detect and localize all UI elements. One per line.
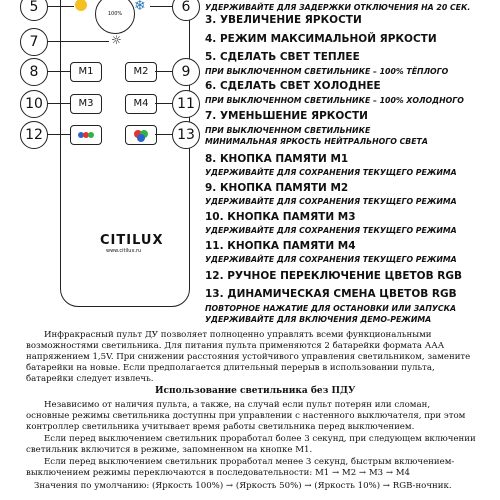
item-6: ПРИ ВЫКЛЮЧЕННОМ СВЕТИЛЬНИКЕ – 100% ХОЛОДНОГО bbox=[205, 96, 464, 105]
rgb-manual-button[interactable] bbox=[70, 125, 102, 145]
item-16: 11. КНОПКА ПАМЯТИ М4 bbox=[205, 240, 356, 252]
citilux-logo: CITILUX bbox=[100, 233, 164, 248]
item-13: УДЕРЖИВАЙТЕ ДЛЯ СОХРАНЕНИЯ ТЕКУЩЕГО РЕЖИМА bbox=[205, 197, 457, 206]
website: www.citilux.ru bbox=[106, 248, 142, 254]
dim-sun-icon: ☼ bbox=[111, 33, 122, 47]
item-20: ПОВТОРНОЕ НАЖАТИЕ ДЛЯ ОСТАНОВКИ ИЛИ ЗАПУСКА bbox=[205, 304, 457, 313]
item-15: УДЕРЖИВАЙТЕ ДЛЯ СОХРАНЕНИЯ ТЕКУЩЕГО РЕЖИМА bbox=[205, 226, 457, 235]
paragraph-remote-info: Инфракрасный пульт ДУ позволяет полноценно управлять всеми функциональными возможностями светильника. Для питания пульта применяются 2 батарейки формата ААА напряжением 1,5V. При снижении расстояния устойчивого управления светильником, замените батарейки на новые. Если предполагается длительный перерыв в использовании пульта, батарейки следует извлечь. bbox=[26, 330, 471, 384]
callout-line bbox=[44, 6, 74, 7]
paragraph-more-3-sec: Если перед выключением светильник проработал более 3 секунд, при следующем включении светильник включится в режиме, запомненном на кнопке М1. bbox=[26, 434, 476, 455]
item-21: УДЕРЖИВАЙТЕ ДЛЯ ВКЛЮЧЕНИЯ ДЕМО-РЕЖИМА bbox=[205, 315, 432, 324]
item-12: 9. КНОПКА ПАМЯТИ М2 bbox=[205, 182, 349, 194]
item-5: 6. СДЕЛАТЬ СВЕТ ХОЛОДНЕЕ bbox=[205, 80, 381, 92]
rgb-dots-icon bbox=[71, 126, 101, 144]
item-3: 5. СДЕЛАТЬ СВЕТ ТЕПЛЕЕ bbox=[205, 51, 360, 63]
item-9: МИНИМАЛЬНАЯ ЯРКОСТЬ НЕЙТРАЛЬНОГО СВЕТА bbox=[205, 137, 428, 146]
item-2: 4. РЕЖИМ МАКСИМАЛЬНОЙ ЯРКОСТИ bbox=[205, 33, 437, 45]
m1-button[interactable]: M1 bbox=[70, 62, 102, 82]
callout-13: 13 bbox=[172, 121, 200, 149]
paragraph-defaults: Значения по умолчанию: (Яркость 100%) → (Яркость 50%) → (Яркость 10%) → RGB-ночник. bbox=[34, 481, 452, 491]
item-19: 13. ДИНАМИЧЕСКАЯ СМЕНА ЦВЕТОВ RGB bbox=[205, 288, 457, 300]
item-18: 12. РУЧНОЕ ПЕРЕКЛЮЧЕНИЕ ЦВЕТОВ RGB bbox=[205, 270, 462, 282]
item-10: 8. КНОПКА ПАМЯТИ М1 bbox=[205, 153, 349, 165]
paragraph-no-remote: Независимо от наличия пульта, а также, на случай если пульт потерян или сломан, основные режимы светильника доступны при управлении с настенного выключателя, при этом контроллер светильника учитывает время работы светильника перед выключением. bbox=[26, 400, 466, 432]
callout-12: 12 bbox=[20, 121, 48, 149]
item-8: ПРИ ВЫКЛЮЧЕННОМ СВЕТИЛЬНИКЕ bbox=[205, 126, 371, 135]
item-1: 3. УВЕЛИЧЕНИЕ ЯРКОСТИ bbox=[205, 14, 362, 26]
item-11: УДЕРЖИВАЙТЕ ДЛЯ СОХРАНЕНИЯ ТЕКУЩЕГО РЕЖИМА bbox=[205, 168, 457, 177]
m3-button[interactable]: M3 bbox=[70, 94, 102, 114]
m2-button[interactable]: M2 bbox=[125, 62, 157, 82]
item-17: УДЕРЖИВАЙТЕ ДЛЯ СОХРАНЕНИЯ ТЕКУЩЕГО РЕЖИМА bbox=[205, 255, 457, 264]
m4-button[interactable]: M4 bbox=[125, 94, 157, 114]
sun-icon bbox=[73, 0, 89, 13]
callout-9: 9 bbox=[172, 58, 200, 86]
callout-10: 10 bbox=[20, 90, 48, 118]
callout-11: 11 bbox=[172, 90, 200, 118]
callout-7: 7 bbox=[20, 28, 48, 56]
callout-8: 8 bbox=[20, 58, 48, 86]
snowflake-icon: ❄ bbox=[134, 0, 146, 14]
paragraph-less-3-sec: Если перед выключением светильник проработал менее 3 секунд, быстрым включением-выключением режимы переключаются в последовательности: М1 → М2 → М3 → М4 bbox=[26, 457, 455, 478]
brightness-dial[interactable]: 100% bbox=[95, 0, 135, 34]
item-4: ПРИ ВЫКЛЮЧЕННОМ СВЕТИЛЬНИКЕ – 100% ТЁПЛОГО bbox=[205, 67, 449, 76]
remote-control-drawing bbox=[60, 0, 190, 307]
item-0: УДЕРЖИВАЙТЕ ДЛЯ ЗАДЕРЖКИ ОТКЛЮЧЕНИЯ НА 20 СЕК. bbox=[205, 3, 471, 12]
rgb-dynamic-button[interactable] bbox=[125, 125, 157, 145]
item-7: 7. УМЕНЬШЕНИЕ ЯРКОСТИ bbox=[205, 110, 368, 122]
callout-5: 5 bbox=[20, 0, 48, 21]
callout-6: 6 bbox=[172, 0, 200, 21]
callout-line bbox=[44, 41, 109, 42]
item-14: 10. КНОПКА ПАМЯТИ М3 bbox=[205, 211, 356, 223]
section-title: Использование светильника без ПДУ bbox=[155, 386, 356, 396]
rgb-swirl-icon bbox=[126, 126, 156, 144]
